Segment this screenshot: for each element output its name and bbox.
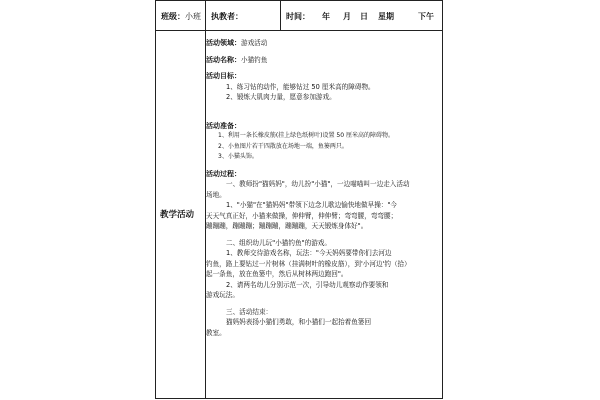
goals-title: 活动目标： — [206, 72, 241, 80]
activity-content — [206, 38, 438, 338]
weekday-label: 星期 — [378, 12, 394, 21]
process-line: 场地。 — [206, 190, 226, 199]
process-line: 蹦蹦蹦，蹦蹦蹦；蹦蹦蹦，蹦蹦蹦，天天锻炼身体好"。 — [206, 222, 368, 230]
month-label: 月 — [343, 12, 351, 21]
prep-item: 2、小鱼图片若干四散放在场地一端，鱼篓两只。 — [218, 142, 348, 150]
side-label-teaching-activity: 教学活动 — [160, 210, 195, 220]
process-line: 游戏玩法。 — [206, 291, 239, 299]
name-label: 活动名称： — [206, 55, 241, 64]
teacher-cell — [211, 11, 243, 22]
domain-value: 游戏活动 — [241, 39, 268, 47]
class-value: 小班 — [185, 12, 201, 21]
process-line: 天天气真正好，小猫来做操，伸伸臂，伸伸臂；弯弯腰，弯弯腰； — [206, 211, 398, 220]
process-title: 活动过程： — [206, 169, 241, 178]
process-line: 猫妈妈表扬小猫们勇敢，和小猫们一起抬着鱼篓回 — [226, 318, 372, 326]
name-value: 小猫钓鱼 — [241, 55, 268, 64]
table-top-border — [155, 0, 442, 1]
goal-item: 1、练习钻的动作，能够钻过 50 厘米高的障碍物。 — [226, 82, 375, 91]
header-row-divider — [155, 30, 442, 31]
teacher-label: 执教者： — [211, 12, 243, 21]
class-cell — [161, 11, 201, 22]
day-label: 日 — [360, 12, 368, 21]
process-line: 教室。 — [206, 328, 226, 337]
class-label: 班级： — [161, 12, 185, 21]
time-label: 时间： — [286, 12, 310, 21]
column-divider-time — [280, 0, 281, 30]
process-line: 钓鱼，路上要钻过一片树林（挂满树叶的橡皮筋），到'小河边'钓（拾） — [206, 259, 411, 268]
year-label: 年 — [322, 12, 330, 21]
process-line: 1、教师交待游戏名称，玩法："今天妈妈要带你们去河边 — [226, 249, 392, 257]
prep-item: 3、小猫头饰。 — [218, 153, 258, 160]
period-label: 下午 — [418, 12, 434, 21]
process-line: 一、教师扮"猫妈妈"，幼儿扮"小猫"，一边喵喵叫一边走入活动 — [226, 180, 410, 188]
prep-title: 活动准备： — [206, 121, 241, 130]
process-line: 2、请两名幼儿分别示范一次，引导幼儿观察动作要领和 — [226, 280, 389, 289]
prep-item: 1、利用一条长橡皮筋(挂上绿色纸树叶)设置 50 厘米高的障碍物。 — [218, 132, 394, 139]
domain-label: 活动领域： — [206, 39, 241, 47]
process-line: 三、活动结束： — [226, 307, 273, 316]
domain-row — [206, 38, 438, 49]
process-line: 1、"小猫"在"猫妈妈"带领下边念儿歌边愉快地做早操："今 — [226, 201, 398, 209]
name-row — [206, 55, 438, 66]
process-line: 二、组织幼儿玩"小猫钓鱼"的游戏。 — [226, 238, 331, 247]
process-line: 起一条鱼，放在鱼篓中，然后从树林两边跑回"。 — [206, 270, 348, 278]
goal-item: 2、锻炼大肌肉力量，愿意参加游戏。 — [226, 93, 336, 101]
